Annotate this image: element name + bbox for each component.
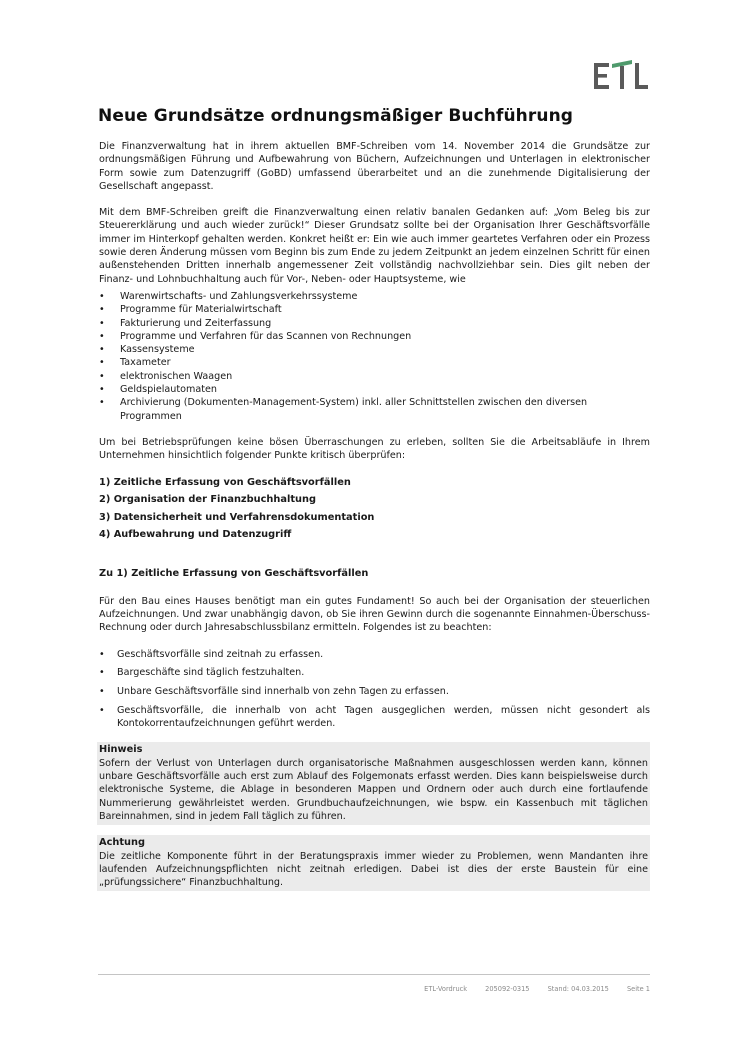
- document-body: [99, 140, 650, 901]
- review-point: 4) Aufbewahrung und Datenzugriff: [99, 529, 292, 541]
- list-item: • Unbare Geschäftsvorfälle sind innerhalb von zehn Tagen zu erfassen.: [99, 685, 650, 698]
- hinweis-box: [97, 742, 650, 825]
- achtung-heading: Achtung: [99, 837, 146, 849]
- etl-logo: [592, 55, 652, 91]
- footer-form-number: 205092-0315: [485, 985, 530, 993]
- hinweis-text: Sofern der Verlust von Unterlagen durch organisatorische Maßnahmen ausgeschlossen werden kann, können unbare Geschäftsvorfälle auch erst zum Ablauf des Folgemonats erfasst werden. Dies kann beispielsweise durch elektronische Systeme, die Ablage in besonderen Mappen und Ordnern oder auch durch eine fortlaufende Nummerierung gewährleistet werden. Grundbuchaufzeichnungen, wie bspw. ein Kassenbuch mit täglichen Bareinnahmen, sind in jedem Fall täglich zu führen.: [99, 757, 648, 822]
- section-1-heading: Zu 1) Zeitliche Erfassung von Geschäftsvorfällen: [99, 568, 369, 580]
- section-1-paragraph: Für den Bau eines Hauses benötigt man ein gutes Fundament! So auch bei der Organisation der steuerlichen Aufzeichnungen. Und zwar unabhängig davon, ob Sie ihren Gewinn durch die sogenannte Einnahmen-Überschuss-Rechnung oder durch Jahresabschlussbilanz ermitteln. Folgendes ist zu beachten:: [99, 595, 650, 634]
- review-paragraph: Um bei Betriebsprüfungen keine bösen Überraschungen zu erleben, sollten Sie die Arbeitsabläufe in Ihrem Unternehmen hinsichtlich folgender Punkte kritisch überprüfen:: [99, 436, 650, 462]
- hinweis-heading: Hinweis: [99, 744, 143, 756]
- page-footer: [98, 985, 650, 993]
- etl-logo-mark: [592, 55, 652, 91]
- list-item: • Taxameter: [99, 356, 650, 369]
- list-item: • Geschäftsvorfälle, die innerhalb von acht Tagen ausgeglichen werden, müssen nicht gesondert als Kontokorrentaufzeichnungen geführt werden.: [99, 704, 650, 731]
- list-item: • Geschäftsvorfälle sind zeitnah zu erfassen.: [99, 648, 650, 661]
- list-item: • elektronischen Waagen: [99, 370, 650, 383]
- footer-date: Stand: 04.03.2015: [547, 985, 609, 993]
- review-point: 1) Zeitliche Erfassung von Geschäftsvorfällen: [99, 476, 351, 488]
- achtung-text: Die zeitliche Komponente führt in der Beratungspraxis immer wieder zu Problemen, wenn Mandanten ihre laufenden Aufzeichnungspflichten nicht zeitnah erledigen. Dabei ist dies der erste Baustein für eine „prüfungssichere“ Finanzbuchhaltung.: [99, 850, 648, 889]
- systems-list: [99, 290, 650, 423]
- list-item: • Kassensysteme: [99, 343, 650, 356]
- list-item: • Geldspielautomaten: [99, 383, 650, 396]
- review-points-list: [99, 476, 650, 542]
- review-point: 2) Organisation der Finanzbuchhaltung: [99, 494, 316, 506]
- list-item: • Programme und Verfahren für das Scannen von Rechnungen: [99, 330, 650, 343]
- achtung-box: [97, 835, 650, 891]
- footer-page-number: Seite 1: [626, 985, 650, 993]
- document-title: Neue Grundsätze ordnungsmäßiger Buchführung: [98, 106, 574, 126]
- footer-form-label: ETL-Vordruck: [424, 985, 468, 993]
- rules-list: [99, 648, 650, 731]
- list-item: • Fakturierung und Zeiterfassung: [99, 317, 650, 330]
- intro-paragraph: Die Finanzverwaltung hat in ihrem aktuellen BMF-Schreiben vom 14. November 2014 die Grundsätze zur ordnungsmäßigen Führung und Aufbewahrung von Büchern, Aufzeichnungen und Unterlagen in elektronischer Form sowie zum Datenzugriff (GoBD) umfassend überarbeitet und an die zunehmende Digitalisierung der Gesellschaft angepasst.: [99, 141, 650, 192]
- review-point: 3) Datensicherheit und Verfahrensdokumentation: [99, 511, 375, 523]
- list-item: • Bargeschäfte sind täglich festzuhalten.: [99, 666, 650, 679]
- list-item: • Warenwirtschafts- und Zahlungsverkehrssysteme: [99, 290, 650, 303]
- principle-paragraph: Mit dem BMF-Schreiben greift die Finanzverwaltung einen relativ banalen Gedanken auf: „Vom Beleg bis zur Steuererklärung und auch wieder zurück!“ Dieser Grundsatz sollte bei der Organisation Ihrer Geschäftsvorfälle immer im Hinterkopf gehalten werden. Konkret heißt er: Ein wie auch immer geartetes Verfahren oder ein Prozess sowie deren Änderung müssen vom Beginn bis zum Ende zu jedem Zeitpunkt an jedem einzelnen Schritt für einen außenstehenden Dritten innerhalb angemessener Zeit vollständig nachvollziehbar sein. Dies gilt neben der Finanz- und Lohnbuchhaltung auch für Vor-, Neben- oder Hauptsysteme, wie: [99, 207, 650, 285]
- list-item: • Programme für Materialwirtschaft: [99, 303, 650, 316]
- list-item: • Archivierung (Dokumenten-Management-System) inkl. aller Schnittstellen zwischen den diversen Programmen: [99, 396, 650, 423]
- footer-divider: [98, 974, 650, 975]
